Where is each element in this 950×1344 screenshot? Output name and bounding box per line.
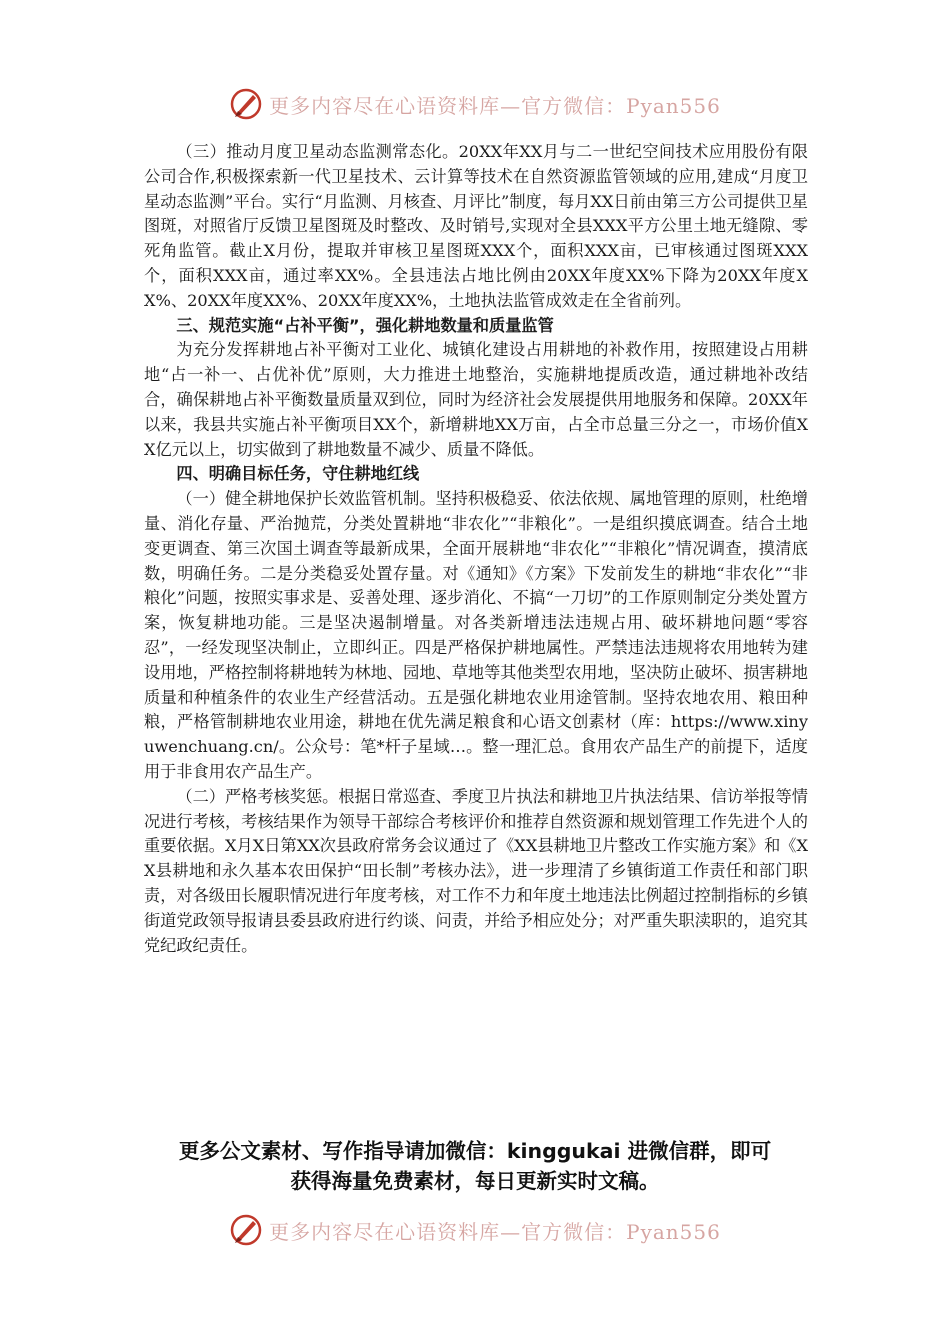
promo-notice [0,1136,950,1196]
promo-line-2: 获得海量免费素材，每日更新实时文稿。 [290,1169,660,1193]
header-watermark-text: 更多内容尽在心语资料库—官方微信：Pyan556 [269,93,721,118]
paragraph-3-main: 为充分发挥耕地占补平衡对工业化、城镇化建设占用耕地的补救作用，按照建设占用耕地“占一补一、占优补优”原则，大力推进土地整治，实施耕地提质改造，通过耕地补改结合，确保耕地占补平衡数量质量双到位，同时为经济社会发展提供用地服务和保障。20XX年以来，我县共实施占补平衡项目XX个，新增耕地XX万亩，占全市总量三分之一，市场价值XX亿元以上，切实做到了耕地数量不减少、质量不降低。 [144,340,808,459]
paragraph-4-1: （一）健全耕地保护长效监管机制。坚持积极稳妥、依法依规、属地管理的原则，杜绝增量、消化存量、严治抛荒，分类处置耕地“非农化”“非粮化”。一是组织摸底调查。结合土地变更调查、第三次国土调查等最新成果，全面开展耕地“非农化”“非粮化”情况调查，摸清底数，明确任务。二是分类稳妥处置存量。对《通知》《方案》下发前发生的耕地“非农化”“非粮化”问题，按照实事求是、妥善处理、逐步消化、不搞“一刀切”的工作原则制定分类处置方案，恢复耕地功能。三是坚决遏制增量。对各类新增违法违规占用、破坏耕地问题“零容忍”，一经发现坚决制止，立即纠正。四是严格保护耕地属性。严禁违法违规将农用地转为建设用地，严格控制将耕地转为林地、园地、草地等其他类型农用地，坚决防止破坏、损害耕地质量和种植条件的农业生产经营活动。五是强化耕地农业用途管制。坚持农地农用、粮田种粮，严格管制耕地农业用途，耕地在优先满足粮食和心语文创素材（库：https://www.xinyuwenchuang.cn/。公众号：笔*杆子星域…。整一理汇总。食用农产品生产的前提下，适度用于非食用农产品生产。 [144,489,808,781]
promo-line-1: 更多公文素材、写作指导请加微信：kinggukai 进微信群，即可 [178,1139,772,1163]
pen-circle-logo-icon [229,87,263,121]
section-heading-4: 四、明确目标任务，守住耕地红线 [176,464,420,484]
pen-circle-logo-icon [229,1213,263,1247]
footer-watermark-text: 更多内容尽在心语资料库—官方微信：Pyan556 [269,1219,721,1244]
section-heading-3: 三、规范实施“占补平衡”，强化耕地数量和质量监管 [176,315,554,335]
paragraph-3-3: （三）推动月度卫星动态监测常态化。20XX年XX月与二一世纪空间技术应用股份有限公司合作,积极探索新一代卫星技术、云计算等技术在自然资源监管领域的应用,建成“月度卫星动态监测”平台。实行“月监测、月核查、月评比”制度，每月XX日前由第三方公司提供卫星图斑，对照省厅反馈卫星图斑及时整改、及时销号,实现对全县XXX平方公里土地无缝隙、零死角监管。截止X月份，提取并审核卫星图斑XXX个，面积XXX亩，已审核通过图斑XXX个，面积XXX亩，通过率XX%。全县违法占地比例由20XX年度XX%下降为20XX年度XX%、20XX年度XX%、20XX年度XX%，土地执法监管成效走在全省前列。 [144,142,808,310]
document-body [144,140,808,958]
paragraph-4-2: （二）严格考核奖惩。根据日常巡查、季度卫片执法和耕地卫片执法结果、信访举报等情况进行考核，考核结果作为领导干部综合考核评价和推荐自然资源和规划管理工作先进个人的重要依据。X月X日第XX次县政府常务会议通过了《XX县耕地卫片整改工作实施方案》和《XX县耕地和永久基本农田保护“田长制”考核办法》，进一步理清了乡镇街道工作责任和部门职责，对各级田长履职情况进行年度考核，对工作不力和年度土地违法比例超过控制指标的乡镇街道党政领导报请县委县政府进行约谈、问责，并给予相应处分；对严重失职渎职的，追究其党纪政纪责任。 [144,786,808,955]
header-watermark [0,84,950,124]
footer-watermark [0,1210,950,1250]
